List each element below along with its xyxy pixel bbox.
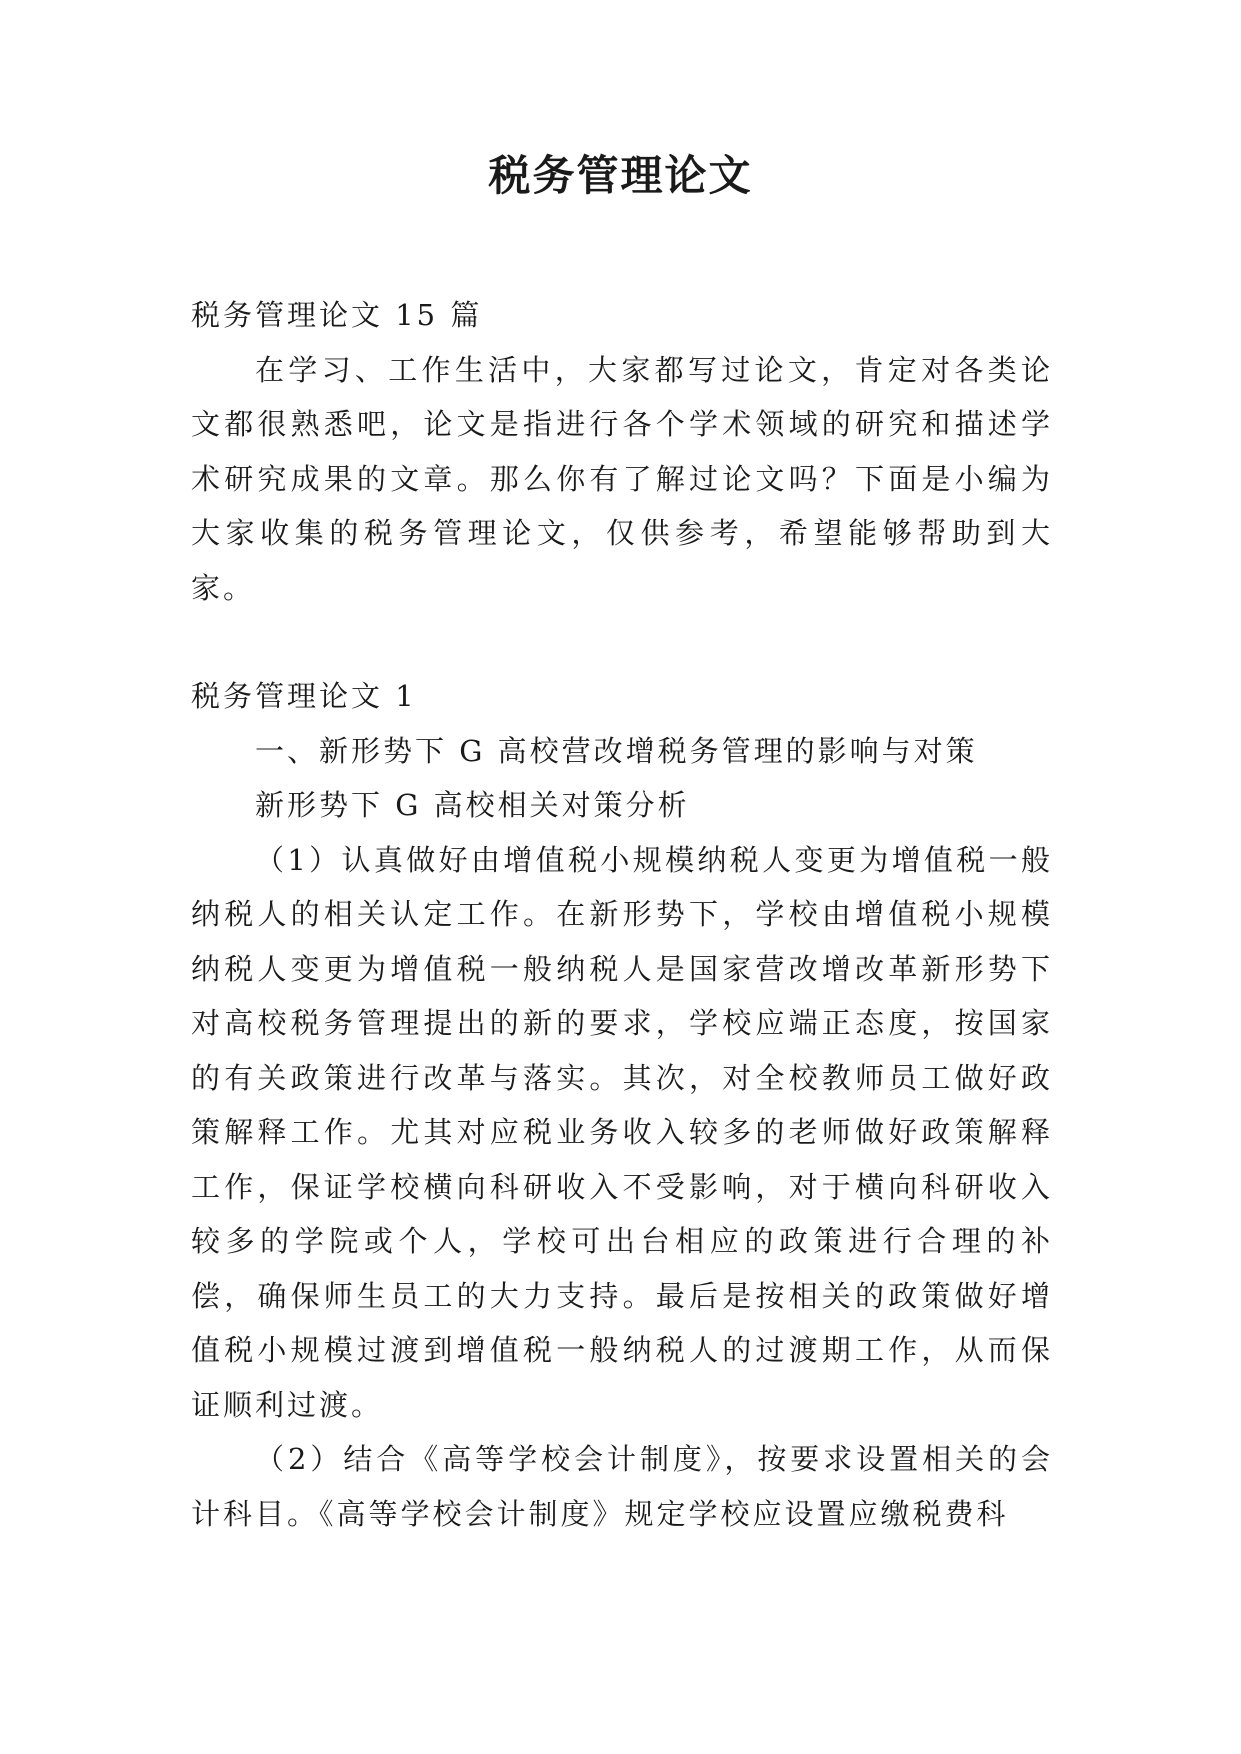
body-paragraph-1: （1）认真做好由增值税小规模纳税人变更为增值税一般纳税人的相关认定工作。在新形势下，学校由增值税小规模纳税人变更为增值税一般纳税人是国家营改增改革新形势下对高校税务管理提出的新的要求，学校应端正态度，按国家的有关政策进行改革与落实。其次，对全校教师员工做好政策解释工作。尤其对应税业务收入较多的老师做好政策解释工作，保证学校横向科研收入不受影响，对于横向科研收入较多的学院或个人，学校可出台相应的政策进行合理的补偿，确保师生员工的大力支持。最后是按相关的政策做好增值税小规模过渡到增值税一般纳税人的过渡期工作，从而保证顺利过渡。 — [191, 842, 1053, 1422]
section-heading: 税务管理论文 1 — [191, 679, 417, 713]
document-title: 税务管理论文 — [488, 151, 753, 200]
section-subtitle: 新形势下 G 高校相关对策分析 — [255, 788, 690, 822]
section-spacer — [191, 615, 1053, 669]
section-title: 一、新形势下 G 高校营改增税务管理的影响与对策 — [255, 733, 978, 768]
document-body — [191, 288, 1053, 1541]
intro-paragraph: 在学习、工作生活中，大家都写过论文，肯定对各类论文都很熟悉吧，论文是指进行各个学术领域的研究和描述学术研究成果的文章。那么你有了解过论文吗？下面是小编为大家收集的税务管理论文，仅供参考，希望能够帮助到大家。 — [191, 352, 1053, 605]
collection-heading: 税务管理论文 15 篇 — [191, 298, 483, 332]
body-paragraph-2: （2）结合《高等学校会计制度》，按要求设置相关的会计科目。《高等学校会计制度》规定学校应设置应缴税费科 — [191, 1442, 1053, 1531]
